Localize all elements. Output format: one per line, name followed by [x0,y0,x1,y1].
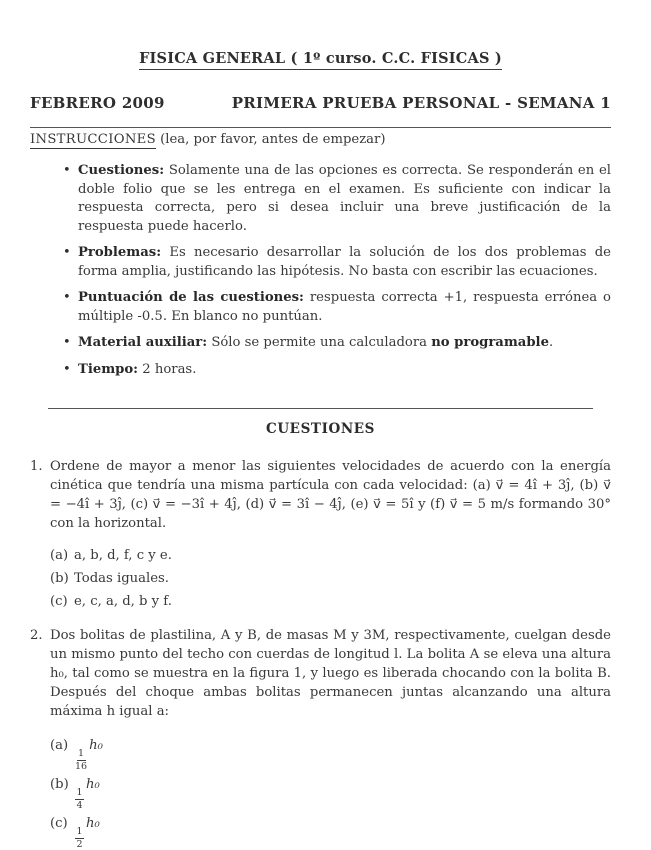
title-row [30,48,611,70]
instruction-label: Cuestiones: [78,163,165,178]
section-heading: CUESTIONES [265,421,376,437]
instruction-item-problemas [63,244,611,281]
exam-title: FISICA GENERAL ( 1º curso. C.C. FISICAS ) [139,50,502,70]
option-label: (a) [50,548,69,563]
option-label: (c) [50,816,68,831]
option-b [50,567,611,590]
instruction-text: Sólo se permite una calculadora [207,335,432,350]
fraction: $\frac{1}{16}$ [75,748,88,772]
questions-list [30,457,611,849]
question-1 [30,457,611,613]
question-number: 2. [30,628,43,643]
fraction: $\frac{1}{4}$ [76,787,83,811]
divider-top [30,127,611,128]
instruction-item-cuestiones [63,162,611,236]
option-variable: h₀ [89,738,103,753]
divider-section [48,408,593,409]
option-text: e, c, a, d, b y f. [74,594,172,609]
option-variable: h₀ [86,816,100,831]
instruction-item-tiempo [63,361,611,380]
option-a [50,544,611,567]
question-options [50,544,611,613]
option-b [50,771,611,810]
instructions-heading: INSTRUCCIONES [30,132,156,147]
option-text: Todas iguales. [74,571,169,586]
option-variable: h₀ [86,777,100,792]
option-a [50,732,611,771]
exam-date: FEBRERO 2009 [30,94,165,112]
instructions-note: (lea, por favor, antes de empezar) [155,132,386,147]
option-label: (c) [50,594,68,609]
instruction-text: respuesta correcta +1, respuesta errónea o múltiple -0.5. En blanco no puntúan. [78,290,611,324]
option-label: (b) [50,777,69,792]
instruction-label: Tiempo: [78,361,139,377]
subheader-row [30,94,611,112]
instruction-label: Material auxiliar: [78,335,208,350]
instruction-text: Solamente una de las opciones es correcta. Se responderán en el doble folio que se les entrega en el examen. Es suficiente con indicar la respuesta correcta, pero si desea incluir una breve justificación de la respuesta puede hacerlo. [78,163,611,234]
instruction-text: 2 horas. [138,361,197,377]
option-c [50,810,611,849]
option-c [50,590,611,613]
option-text: a, b, d, f, c y e. [74,548,172,563]
instruction-item-material: • Material auxiliar: Sólo se permite una calculadora no programable. [63,334,611,353]
instruction-label: Puntuación de las cuestiones: [78,290,304,305]
instructions-list [30,162,611,379]
fraction: $\frac{1}{2}$ [76,826,83,850]
question-2 [30,626,611,849]
instruction-bold-suffix: no programable [431,335,549,350]
instruction-item-puntuacion [63,289,611,326]
option-label: (b) [50,571,69,586]
question-number: 1. [30,459,43,474]
option-label: (a) [50,738,69,753]
question-text: Dos bolitas de plastilina, A y B, de masas M y 3M, respectivamente, cuelgan desde un mismo punto del techo con cuerdas de longitud l. La bolita A se eleva una altura h₀, tal como se muestra en la figura 1, y luego es liberada chocando con la bolita B. Después del choque ambas bolitas permanecen juntas alcanzando una altura máxima h igual a: [50,628,611,719]
instruction-label: Problemas: [78,245,162,260]
instructions-header [30,132,611,147]
instruction-text: Es necesario desarrollar la solución de los dos problemas de forma amplia, justificando las hipótesis. No basta con escribir las ecuaciones. [78,245,611,279]
question-text: Ordene de mayor a menor las siguientes velocidades de acuerdo con la energía cinética que tendría una misma partícula con cada velocidad: (a) v⃗ = 4î + 3ĵ, (b) v⃗ = −4î + 3ĵ, (c) v⃗ = −3î + 4ĵ, (d) v⃗ = 3î − 4ĵ, (e) v⃗ = 5î y (f) v⃗ = 5 m/s formando 30° con la horizontal. [50,459,611,531]
question-options [50,732,611,849]
exam-session: PRIMERA PRUEBA PERSONAL - SEMANA 1 [231,94,611,112]
